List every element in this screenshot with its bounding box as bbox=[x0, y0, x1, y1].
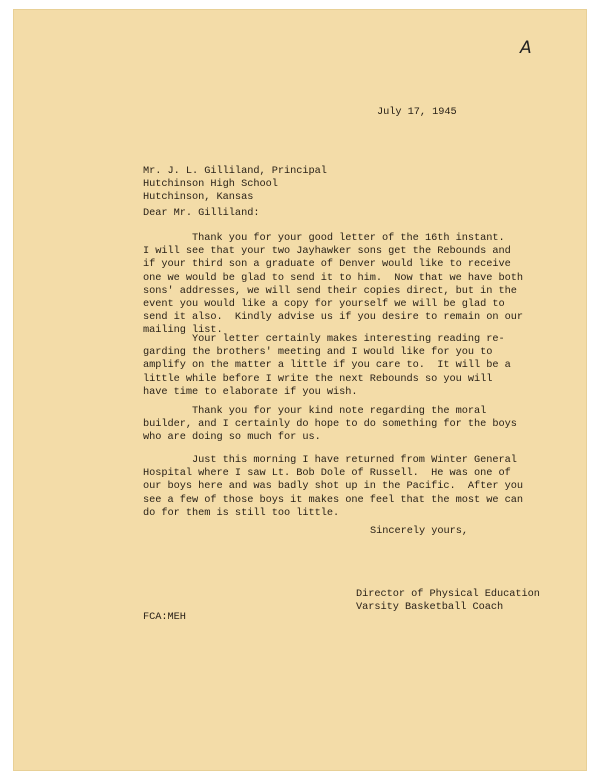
text-line: little while before I write the next Rebounds so you will bbox=[143, 372, 493, 385]
signature-line: Varsity Basketball Coach bbox=[356, 601, 504, 614]
typist-initials: FCA:MEH bbox=[143, 611, 186, 623]
signature-line: Director of Physical Education bbox=[356, 588, 540, 600]
text-line: Thank you for your kind note regarding the moral bbox=[143, 405, 487, 417]
text-line: Your letter certainly makes interesting reading re- bbox=[143, 333, 505, 345]
text-line: our boys here and was badly shot up in the Pacific. After you bbox=[143, 480, 524, 493]
text-line: sons' addresses, we will send their copies direct, but in the bbox=[143, 284, 517, 297]
text-line: amplify on the matter a little if you care to. It will be a bbox=[143, 359, 511, 372]
salutation: Dear Mr. Gilliland: bbox=[143, 207, 260, 219]
text-line: see a few of those boys it makes one feel that the most we can bbox=[143, 493, 524, 506]
text-line: garding the brothers' meeting and I would like for you to bbox=[143, 346, 493, 359]
text-line: send it also. Kindly advise us if you desire to remain on our bbox=[143, 311, 524, 324]
paragraph-3 bbox=[143, 405, 517, 445]
recipient-line: Mr. J. L. Gilliland, Principal bbox=[143, 165, 327, 177]
page-mark: A bbox=[520, 38, 532, 58]
signature-block bbox=[356, 588, 540, 614]
text-line: have time to elaborate if you wish. bbox=[143, 385, 358, 398]
letter-page bbox=[14, 10, 586, 770]
text-line: if your third son a graduate of Denver would like to receive bbox=[143, 258, 511, 271]
text-line: who are doing so much for us. bbox=[143, 431, 321, 444]
text-line: I will see that your two Jayhawker sons get the Rebounds and bbox=[143, 245, 511, 258]
letter-date: July 17, 1945 bbox=[377, 106, 457, 118]
text-line: Just this morning I have returned from Winter General bbox=[143, 454, 517, 466]
text-line: mailing list. bbox=[143, 324, 223, 337]
recipient-address bbox=[143, 165, 327, 205]
closing: Sincerely yours, bbox=[370, 525, 469, 537]
text-line: event you would like a copy for yourself we will be glad to bbox=[143, 298, 505, 311]
recipient-line: Hutchinson, Kansas bbox=[143, 191, 254, 204]
text-line: builder, and I certainly do hope to do something for the boys bbox=[143, 418, 517, 431]
text-line: Thank you for your good letter of the 16th instant. bbox=[143, 232, 505, 244]
paragraph-1 bbox=[143, 232, 523, 338]
text-line: do for them is still too little. bbox=[143, 506, 340, 519]
recipient-line: Hutchinson High School bbox=[143, 178, 278, 191]
text-line: one we would be glad to send it to him. Now that we have both bbox=[143, 271, 524, 284]
paragraph-4 bbox=[143, 454, 523, 520]
text-line: Hospital where I saw Lt. Bob Dole of Russell. He was one of bbox=[143, 467, 511, 480]
paragraph-2 bbox=[143, 333, 511, 399]
